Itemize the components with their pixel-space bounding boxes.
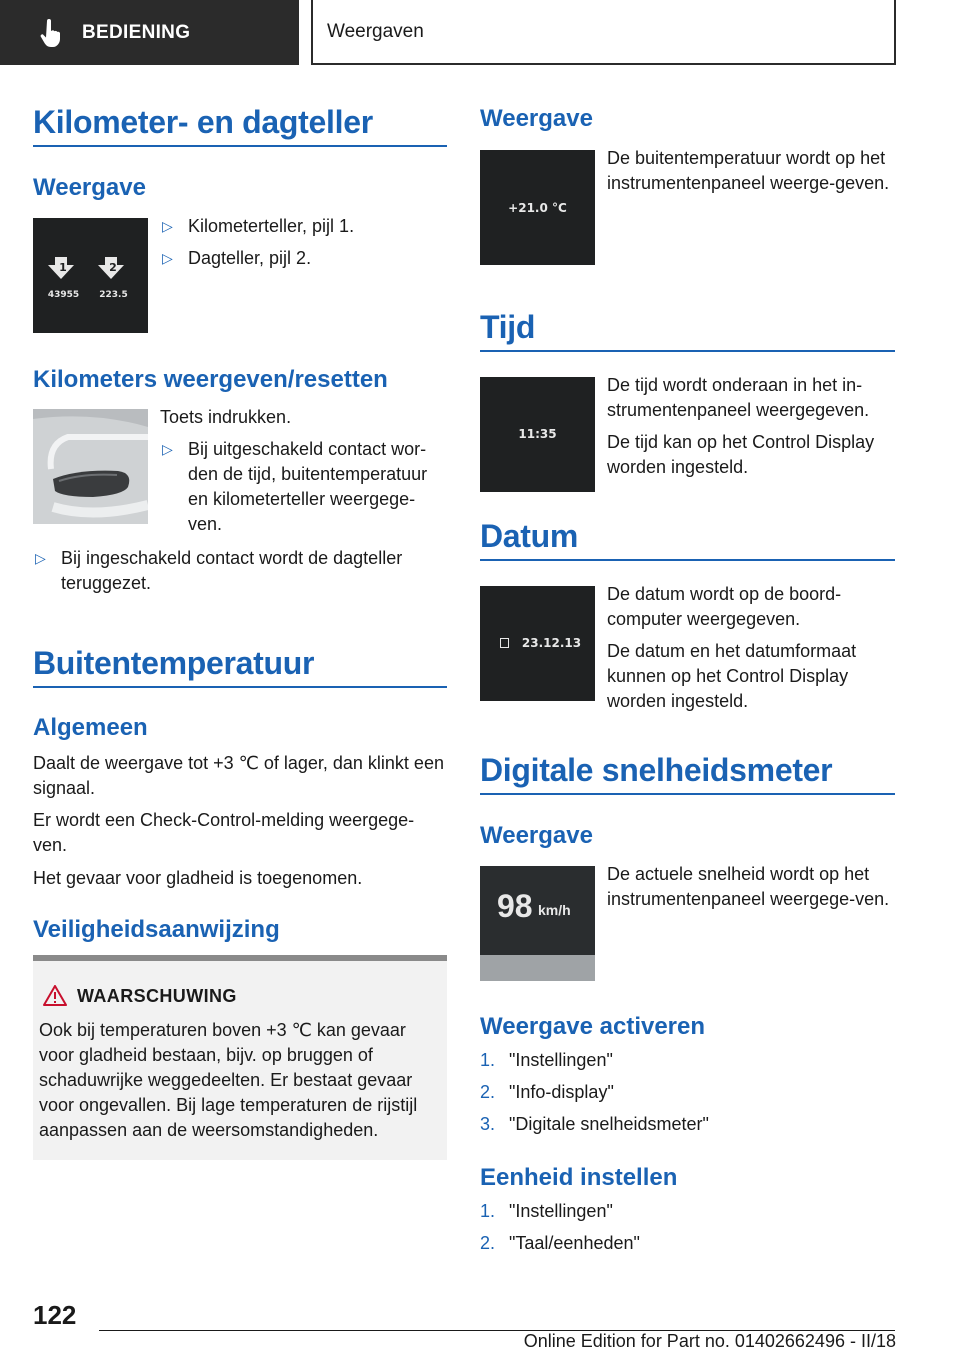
speed-value: 98 (497, 888, 533, 924)
warning-text: Ook bij temperaturen boven +3 ℃ kan gevaar voor gladheid bestaan, bijv. op bruggen of schaduwrijke weggedeelten. Er bestaat gevaar voor ongevallen. Bij lage temperaturen de rijstijl aanpassen aan de weersomstandigheden. (39, 1020, 418, 1140)
paragraph: De buitentemperatuur wordt op het instrumentenpaneel weerge-geven. (607, 148, 890, 193)
odometer-value: 43955 (47, 290, 80, 300)
triangle-bullet-icon: ▷ (35, 550, 46, 566)
subheading-algemeen: Algemeen (33, 714, 148, 741)
list-item: 2. "Info-display" (480, 1082, 614, 1102)
paragraph: De datum wordt op de boord-computer weergegeven. (607, 584, 842, 629)
paragraph: De datum en het datumformaat kunnen op het Control Display worden ingesteld. (607, 641, 857, 711)
heading-snelheidsmeter: Digitale snelheidsmeter (480, 752, 833, 788)
list-item: 2. "Taal/eenheden" (480, 1233, 640, 1253)
touch-hand-icon (38, 18, 64, 48)
heading-datum: Datum (480, 518, 579, 554)
list-item: 3. "Digitale snelheidsmeter" (480, 1114, 709, 1134)
list-item: ▷ Bij uitgeschakeld contact wor-den de tijd, buitentemperatuur en kilometerteller weergege-ven. (162, 439, 428, 534)
triangle-bullet-icon: ▷ (162, 218, 173, 234)
heading-rule (33, 145, 447, 147)
paragraph: De actuele snelheid wordt op het instrumentenpaneel weergege-ven. (607, 864, 890, 909)
heading-kilometer: Kilometer- en dagteller (33, 104, 373, 140)
paragraph: Het gevaar voor gladheid is toegenomen. (33, 868, 363, 888)
subheading-reset: Kilometers weergeven/resetten (33, 366, 388, 393)
list-item: ▷ Bij ingeschakeld contact wordt de dagteller teruggezet. (35, 548, 403, 593)
paragraph: De tijd kan op het Control Display worden ingesteld. (607, 432, 875, 477)
arrow-2-label: 2 (109, 261, 117, 274)
triangle-bullet-icon: ▷ (162, 250, 173, 266)
speed-unit: km/h (538, 902, 571, 918)
paragraph: Daalt de weergave tot +3 ℃ of lager, dan klinkt een signaal. (33, 753, 444, 798)
warning-triangle-icon (43, 985, 67, 1011)
heading-rule (480, 559, 895, 561)
page-number: 122 (33, 1300, 77, 1330)
temperature-display-image (480, 150, 595, 265)
down-arrows-icon (33, 218, 148, 333)
speed-display-image (480, 866, 595, 981)
subheading-weergave-speed: Weergave (480, 822, 593, 849)
list-item: 1. "Instellingen" (480, 1050, 613, 1070)
date-display-image (480, 586, 595, 701)
time-display-image (480, 377, 595, 492)
odometer-display-image (33, 218, 148, 333)
subheading-eenheid: Eenheid instellen (480, 1164, 678, 1191)
temperature-value: +21.0 °C (508, 201, 567, 215)
footer-edition: Online Edition for Part no. 01402662496 - II/18 (523, 1331, 896, 1351)
subheading-weergave-temp: Weergave (480, 105, 593, 132)
list-item: 1. "Instellingen" (480, 1201, 613, 1221)
heading-buitentemperatuur: Buitentemperatuur (33, 645, 315, 681)
paragraph: Er wordt een Check-Control-melding weergege-ven. (33, 810, 415, 855)
list-item: ▷ Dagteller, pijl 2. (160, 246, 447, 271)
subheading-activeren: Weergave activeren (480, 1013, 706, 1040)
reset-instruction: Toets indrukken. (160, 407, 292, 427)
list-item: ▷ Kilometerteller, pijl 1. (160, 214, 447, 239)
triangle-bullet-icon: ▷ (162, 441, 173, 457)
reset-button-icon (33, 409, 148, 524)
tripmeter-value: 223.5 (99, 290, 128, 300)
heading-rule (480, 793, 895, 795)
header-section-tab (0, 0, 299, 65)
warning-label: WAARSCHUWING (77, 986, 237, 1006)
arrow-1-label: 1 (59, 261, 67, 274)
subheading-weergave: Weergave (33, 174, 146, 201)
header-title: Weergaven (327, 20, 424, 42)
heading-tijd: Tijd (480, 309, 536, 345)
header-title-box (311, 0, 896, 65)
paragraph: De tijd wordt onderaan in het in-strumentenpaneel weergegeven. (607, 375, 870, 420)
subheading-veiligheid: Veiligheidsaanwijzing (33, 916, 280, 943)
header-section-label: BEDIENING (82, 21, 191, 43)
button-photo-image (33, 409, 148, 524)
heading-rule (33, 686, 447, 688)
date-value: 23.12.13 (521, 636, 582, 650)
time-value: 11:35 (518, 427, 557, 441)
warning-box (33, 955, 447, 1160)
heading-rule (480, 350, 895, 352)
